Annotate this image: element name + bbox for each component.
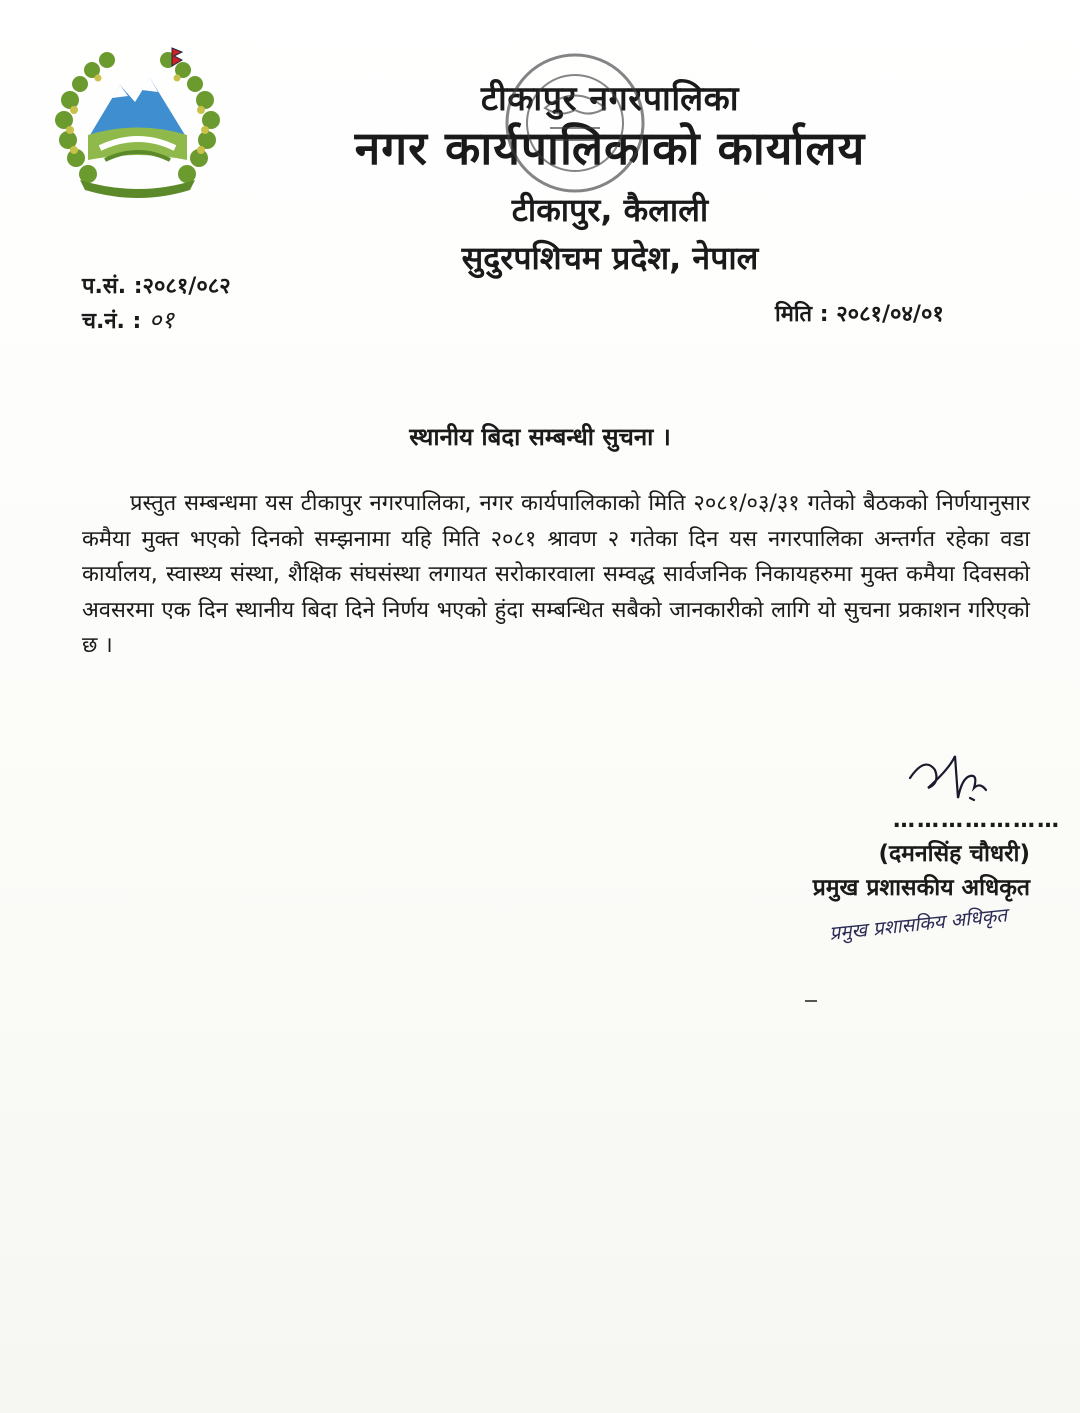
notice-body: प्रस्तुत सम्बन्धमा यस टीकापुर नगरपालिका, नगर कार्यपालिकाको मिति २०८१/०३/३१ गतेको बैठकको निर्णयानुसार कमैया मुक्त भएको दिनको सम्झनामा यहि मिति २०८१ श्रावण २ गतेका दिन यस नगरपालिका अन्तर्गत रहेका वडा कार्यालय, स्वास्थ्य संस्था, शैक्षिक संघसंस्था लगायत सरोकारवाला सम्वद्ध सार्वजनिक निकायहरुमा मुक्त कमैया दिवसको अवसरमा एक दिन स्थानीय बिदा दिने निर्णय भएको हुंदा सम्बन्धित सबैको जानकारीको लागि यो सुचना प्रकाशन गरिएको छ । <box>82 491 1030 658</box>
municipality-name: टीकापुर नगरपालिका <box>480 79 740 119</box>
designation-stamp: प्रमुख प्रशासकिय अधिकृत <box>828 904 1009 945</box>
nepal-emblem-icon <box>50 40 225 200</box>
office-location: टीकापुर, कैलाली <box>511 191 709 229</box>
signature-icon <box>900 748 1000 808</box>
signatory-title: प्रमुख प्रशासकीय अधिकृत <box>812 875 1030 901</box>
office-seal-icon <box>500 48 650 198</box>
signature-line: ………………… <box>893 808 1061 833</box>
stray-mark <box>805 1000 817 1002</box>
dispatch-number <box>82 303 174 336</box>
signatory-name: (दमनसिंह चौधरी) <box>878 841 1030 867</box>
letter-date <box>775 298 944 328</box>
letter-number-value: २०८१/०८२ <box>142 274 231 299</box>
letter-number <box>82 270 231 300</box>
office-name: नगर कार्यपालिकाको कार्यालय <box>354 121 866 175</box>
date-label: मिति : <box>775 302 829 327</box>
province-country: सुदुरपशिचम प्रदेश, नेपाल <box>461 239 759 277</box>
letter-number-label: प.सं. : <box>82 274 143 299</box>
dispatch-number-value: ०१ <box>149 306 174 334</box>
date-value: २०८१/०४/०१ <box>836 302 944 327</box>
dispatch-number-label: च.नं. : <box>82 309 142 334</box>
notice-subject: स्थानीय बिदा सम्बन्धी सुचना । <box>409 423 671 451</box>
